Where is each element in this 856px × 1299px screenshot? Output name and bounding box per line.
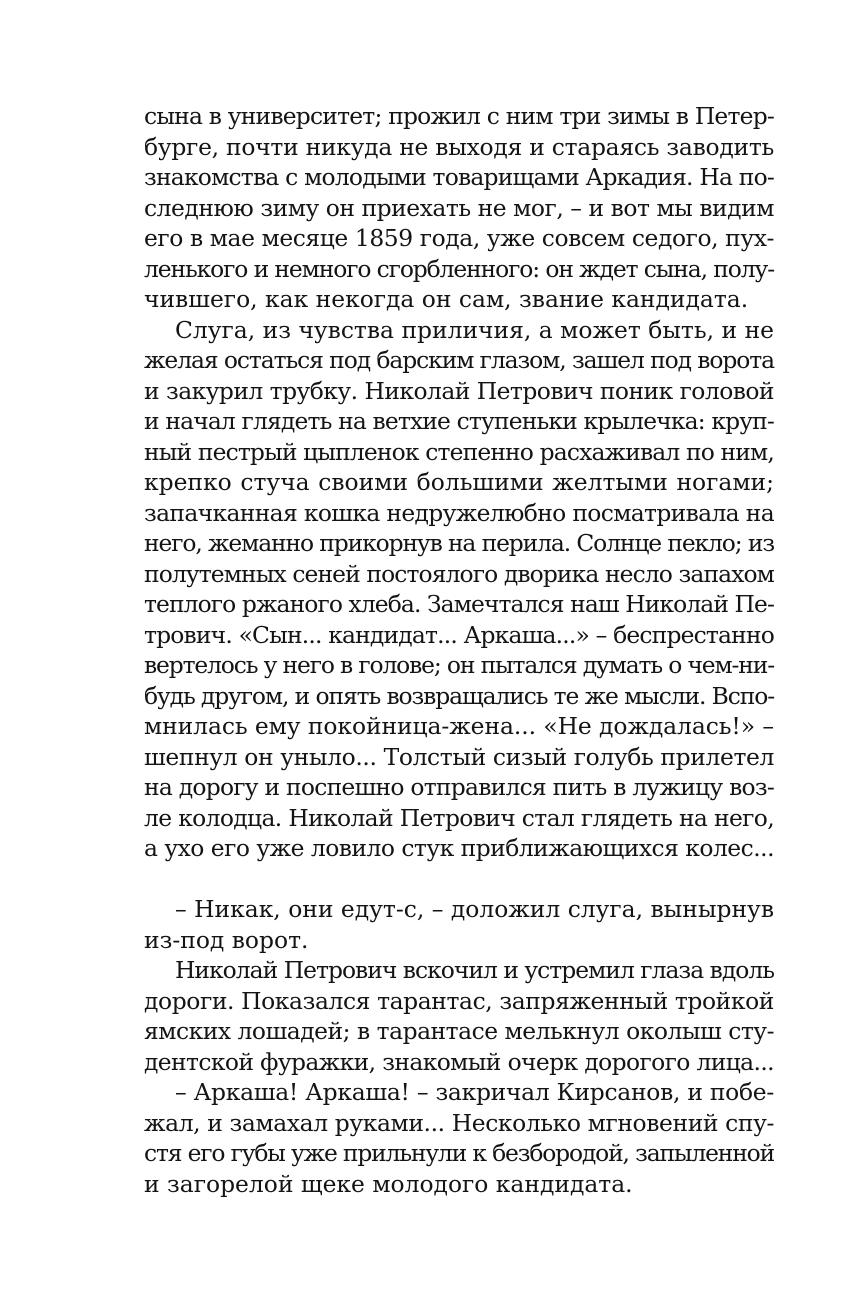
text-line: ле колодца. Николай Петрович стал глядеть на него, — [144, 803, 774, 832]
text-line: Николай Петрович вскочил и устремил глаза вдоль — [175, 956, 774, 984]
text-line: ный пестрый цыпленок степенно расхаживал по ним, — [144, 437, 774, 466]
text-line: жал, и замахал руками... Несколько мгновений спу- — [144, 1108, 774, 1137]
text-line: ленького и немного сгорбленного: он ждет сына, полу- — [144, 254, 774, 283]
paragraph-2 — [144, 315, 774, 895]
paragraph-5 — [144, 1077, 774, 1199]
text-line: сына в университет; прожил с ним три зимы в Петер- — [144, 102, 774, 130]
text-line: дентской фуражки, знакомый очерк дорогого лица... — [144, 1047, 774, 1076]
text-line: шепнул он уныло... Толстый сизый голубь прилетел — [144, 742, 774, 771]
text-line: чившего, как некогда он сам, звание кандидата. — [144, 285, 749, 313]
text-line: теплого ржаного хлеба. Замечтался наш Николай Пе- — [144, 590, 774, 618]
text-line: ямских лошадей; в тарантасе мелькнул околыш сту- — [144, 1017, 774, 1045]
text-line — [144, 864, 774, 895]
text-line: полутемных сеней постоялого дворика несло запахом — [144, 559, 774, 588]
text-line: запачканная кошка недружелюбно посматривала на — [144, 498, 774, 527]
text-line: дороги. Показался тарантас, запряженный тройкой — [144, 986, 774, 1015]
paragraph-1 — [144, 101, 774, 315]
text-line: – Никак, они едут-с, – доложил слуга, вынырнув — [175, 895, 774, 923]
text-line: следнюю зиму он приехать не мог, – и вот мы видим — [144, 193, 774, 222]
text-line: из-под ворот. — [144, 925, 309, 954]
text-line: знакомства с молодыми товарищами Аркадия. На по- — [144, 163, 774, 191]
text-line: на дорогу и поспешно отправился пить в лужицу воз- — [144, 773, 774, 801]
text-line: мнилась ему покойница-жена... «Не дождалась!» – — [144, 712, 774, 740]
text-line: него, жеманно прикорнув на перила. Солнце пекло; из — [144, 529, 774, 557]
text-line: бурге, почти никуда не выходя и стараясь заводить — [144, 132, 774, 161]
text-line: и загорелой щеке молодого кандидата. — [144, 1169, 633, 1198]
text-line: желая остаться под барским глазом, зашел под ворота — [144, 346, 774, 374]
paragraph-3 — [144, 894, 774, 955]
book-page — [144, 101, 774, 1199]
text-line: будь другом, и опять возвращались те же мысли. Вспо- — [144, 681, 774, 710]
text-line: его в мае месяце 1859 года, уже совсем седого, пух- — [144, 224, 774, 252]
text-line: крепко стуча своими большими желтыми ногами; — [144, 468, 774, 496]
text-line: трович. «Сын... кандидат... Аркаша...» – беспрестанно — [144, 620, 774, 649]
text-line: Слуга, из чувства приличия, а может быть, и не — [175, 315, 774, 344]
text-line: а ухо его уже ловило стук приближающихся колес... — [144, 834, 774, 862]
text-line: – Аркаша! Аркаша! – закричал Кирсанов, и побе- — [175, 1078, 774, 1106]
text-line: стя его губы уже прильнули к безбородой, запыленной — [144, 1139, 774, 1167]
text-line: и закурил трубку. Николай Петрович поник головой — [144, 376, 774, 405]
paragraph-4 — [144, 955, 774, 1077]
text-line: вертелось у него в голове; он пытался думать о чем-ни- — [144, 651, 774, 679]
text-line: и начал глядеть на ветхие ступеньки крылечка: круп- — [144, 407, 774, 435]
